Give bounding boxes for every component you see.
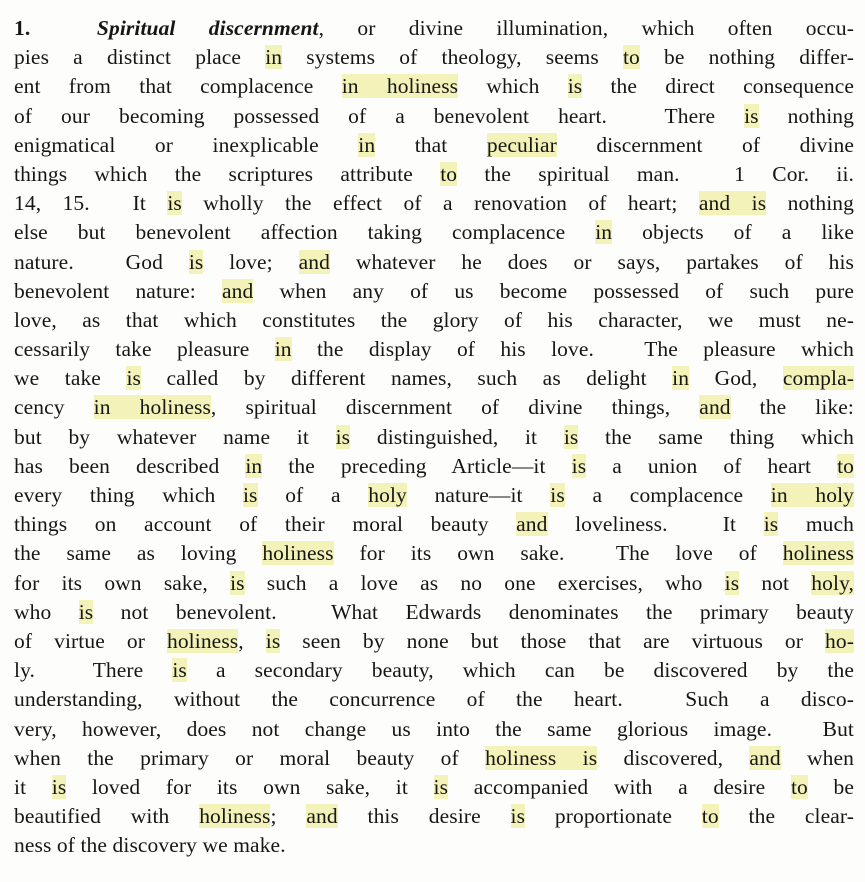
- text-line: [14, 831, 854, 860]
- text-line: [14, 685, 854, 714]
- text-run: not benevolent. What Edwards denominates the primary beauty: [93, 599, 854, 624]
- text-run: for its own sake. The love of: [333, 541, 783, 566]
- text-run: accompanied with a desire: [448, 774, 791, 799]
- highlighted-word: is: [51, 774, 67, 799]
- text-run: cessarily take pleasure: [14, 337, 275, 362]
- text-run: , spiritual discernment of divine things,: [210, 395, 700, 420]
- text-run: whatever he does or says, partakes of his: [330, 249, 855, 274]
- text-run: ;: [270, 804, 307, 829]
- highlighted-word: and: [298, 249, 330, 274]
- highlighted-word: in holiness: [341, 74, 459, 99]
- text-run: things on account of their moral beauty: [14, 512, 517, 537]
- text-run: who: [14, 599, 79, 624]
- highlighted-word: is: [724, 570, 740, 595]
- highlighted-word: holy: [368, 483, 407, 507]
- highlighted-word: in: [274, 337, 292, 362]
- text-run: objects of a like: [612, 220, 854, 245]
- text-run: when any of us become possessed of such pure: [253, 278, 854, 303]
- text-run: a union of heart: [586, 453, 838, 478]
- text-line: [14, 539, 854, 568]
- highlighted-word: to: [440, 161, 458, 186]
- text-run: which: [458, 74, 568, 99]
- highlighted-word: is: [126, 366, 141, 391]
- text-line: [14, 802, 854, 831]
- text-line: [14, 715, 854, 744]
- highlighted-word: is: [433, 774, 449, 799]
- text-run: a complacence: [564, 483, 771, 507]
- text-line: [14, 773, 854, 802]
- text-run: the same thing which: [578, 424, 854, 449]
- highlighted-word: is: [188, 249, 204, 274]
- text-line: [14, 656, 854, 685]
- highlighted-word: compla-: [782, 366, 854, 391]
- text-run: , or divine illumination, which often occu-: [318, 16, 855, 40]
- text-run: loved for its own sake, it: [66, 774, 434, 799]
- text-line: [14, 569, 854, 598]
- text-run: the direct consequence: [582, 74, 855, 99]
- text-run: seen by none but those that are virtuous or: [280, 628, 826, 653]
- text-run: things which the scriptures attribute: [14, 161, 441, 186]
- text-line: [14, 627, 854, 656]
- text-line: [14, 248, 854, 277]
- text-run: it: [14, 774, 52, 799]
- text-run: very, however, does not change us into the same glorious image. But: [14, 716, 854, 741]
- text-run: 14, 15. It: [14, 191, 168, 216]
- text-line: [14, 277, 854, 306]
- highlighted-word: to: [790, 774, 808, 799]
- highlighted-word: in: [245, 453, 263, 478]
- highlighted-word: holiness: [166, 628, 239, 653]
- highlighted-word: holiness is: [485, 745, 598, 770]
- text-line: [14, 335, 854, 364]
- text-run: discovered,: [597, 745, 750, 770]
- highlighted-word: to: [837, 453, 854, 478]
- text-run: when: [780, 745, 854, 770]
- text-line: [14, 364, 854, 393]
- text-run: a secondary beauty, which can be discovered by the: [186, 658, 854, 683]
- highlighted-word: in holy: [770, 483, 854, 507]
- text-run: but by whatever name it: [14, 424, 336, 449]
- text-run: nature. God: [14, 249, 189, 274]
- text-run: this desire: [337, 804, 511, 829]
- text-run: love;: [203, 249, 299, 274]
- text-run: ent from that complacence: [14, 74, 342, 99]
- highlighted-word: ho-: [825, 628, 854, 653]
- text-run: discernment of divine: [556, 132, 855, 157]
- highlighted-word: and: [749, 745, 781, 770]
- highlighted-word: is: [763, 512, 779, 537]
- text-line: [14, 43, 854, 72]
- highlighted-word: is: [78, 599, 94, 624]
- highlighted-word: is: [230, 570, 245, 595]
- highlighted-word: is: [744, 103, 759, 128]
- highlighted-word: is: [335, 424, 351, 449]
- text-line: [14, 423, 854, 452]
- text-run: enigmatical or inexplicable: [14, 132, 359, 157]
- text-line: [14, 598, 854, 627]
- highlighted-word: in: [358, 132, 376, 157]
- text-run: cency: [14, 395, 94, 420]
- highlighted-word: is: [265, 628, 281, 653]
- text-run: the spiritual man. 1 Cor. ii.: [457, 161, 854, 186]
- text-run: of virtue or: [14, 628, 167, 653]
- highlighted-word: in: [265, 45, 283, 70]
- text-line: [14, 306, 854, 335]
- highlighted-word: is: [567, 74, 583, 99]
- highlighted-word: is: [167, 191, 182, 216]
- text-run: the same as loving: [14, 541, 263, 566]
- highlighted-word: is: [571, 453, 587, 478]
- text-run: pies a distinct place: [14, 45, 266, 70]
- highlighted-word: is: [550, 483, 565, 507]
- text-run: the like:: [730, 395, 855, 420]
- highlighted-word: in: [672, 366, 690, 391]
- highlighted-word: peculiar: [486, 132, 557, 157]
- text-run: ness of the discovery we make.: [14, 833, 286, 858]
- text-run: has been described: [14, 453, 246, 478]
- text-line: [14, 393, 854, 422]
- text-run: called by different names, such as delight: [140, 366, 673, 391]
- text-run: God,: [689, 366, 783, 391]
- highlighted-word: and: [222, 278, 254, 303]
- text-line: [14, 72, 854, 101]
- text-run: beautified with: [14, 804, 200, 829]
- text-run: nothing: [758, 103, 855, 128]
- text-run: benevolent nature:: [14, 278, 222, 303]
- highlighted-word: is: [510, 804, 526, 829]
- text-line: [14, 744, 854, 773]
- text-line: [14, 218, 854, 247]
- text-run: when the primary or moral beauty of: [14, 745, 486, 770]
- text-line: [14, 452, 854, 481]
- text-run: the display of his love. The pleasure which: [291, 337, 855, 362]
- highlighted-word: to: [622, 45, 640, 70]
- text-run: we take: [14, 366, 127, 391]
- text-line: [14, 102, 854, 131]
- highlighted-word: and: [699, 395, 731, 420]
- item-number: 1.: [14, 16, 97, 40]
- text-run: of a: [257, 483, 369, 507]
- text-run: nature—it: [406, 483, 551, 507]
- highlighted-word: in: [595, 220, 613, 245]
- text-run: love, as that which constitutes the glory of his character, we must ne-: [14, 307, 854, 332]
- text-run: else but benevolent affection taking complacence: [14, 220, 596, 245]
- highlighted-word: holy,: [811, 570, 854, 595]
- text-run: wholly the effect of a renovation of heart;: [181, 191, 699, 216]
- highlighted-word: holiness: [262, 541, 334, 566]
- text-run: understanding, without the concurrence of the heart. Such a disco-: [14, 687, 854, 712]
- italic-heading: Spiritual discernment: [96, 16, 319, 40]
- text-run: every thing which: [14, 483, 243, 507]
- highlighted-word: and: [516, 512, 548, 537]
- text-run: nothing: [766, 191, 854, 216]
- text-run: loveliness. It: [547, 512, 764, 537]
- text-run: ,: [238, 628, 266, 653]
- text-run: ly. There: [14, 658, 173, 683]
- highlighted-word: holiness: [199, 804, 271, 829]
- text-run: much: [778, 512, 854, 537]
- text-run: distinguished, it: [350, 424, 564, 449]
- highlighted-word: holiness: [782, 541, 855, 566]
- text-run: proportionate: [525, 804, 702, 829]
- text-run: such a love as no one exercises, who: [244, 570, 725, 595]
- text-run: that: [375, 132, 487, 157]
- text-run: be nothing differ-: [639, 45, 855, 70]
- highlighted-word: is: [242, 483, 258, 507]
- text-line: [14, 160, 854, 189]
- text-line: [14, 131, 854, 160]
- text-run: the clear-: [718, 804, 854, 829]
- text-run: the preceding Article—it: [262, 453, 572, 478]
- text-line: [14, 481, 854, 510]
- text-run: be: [807, 774, 854, 799]
- text-run: not: [739, 570, 812, 595]
- text-run: systems of theology, seems: [282, 45, 623, 70]
- paragraph-spiritual-discernment: [14, 14, 854, 860]
- highlighted-word: to: [701, 804, 719, 829]
- highlighted-word: and: [306, 804, 338, 829]
- highlighted-word: is: [563, 424, 579, 449]
- highlighted-word: is: [172, 658, 187, 683]
- text-line: [14, 14, 854, 43]
- highlighted-word: in holiness: [93, 395, 211, 420]
- text-line: [14, 189, 854, 218]
- highlighted-word: and is: [698, 191, 767, 216]
- text-run: for its own sake,: [14, 570, 231, 595]
- text-run: of our becoming possessed of a benevolent heart. There: [14, 103, 745, 128]
- text-line: [14, 510, 854, 539]
